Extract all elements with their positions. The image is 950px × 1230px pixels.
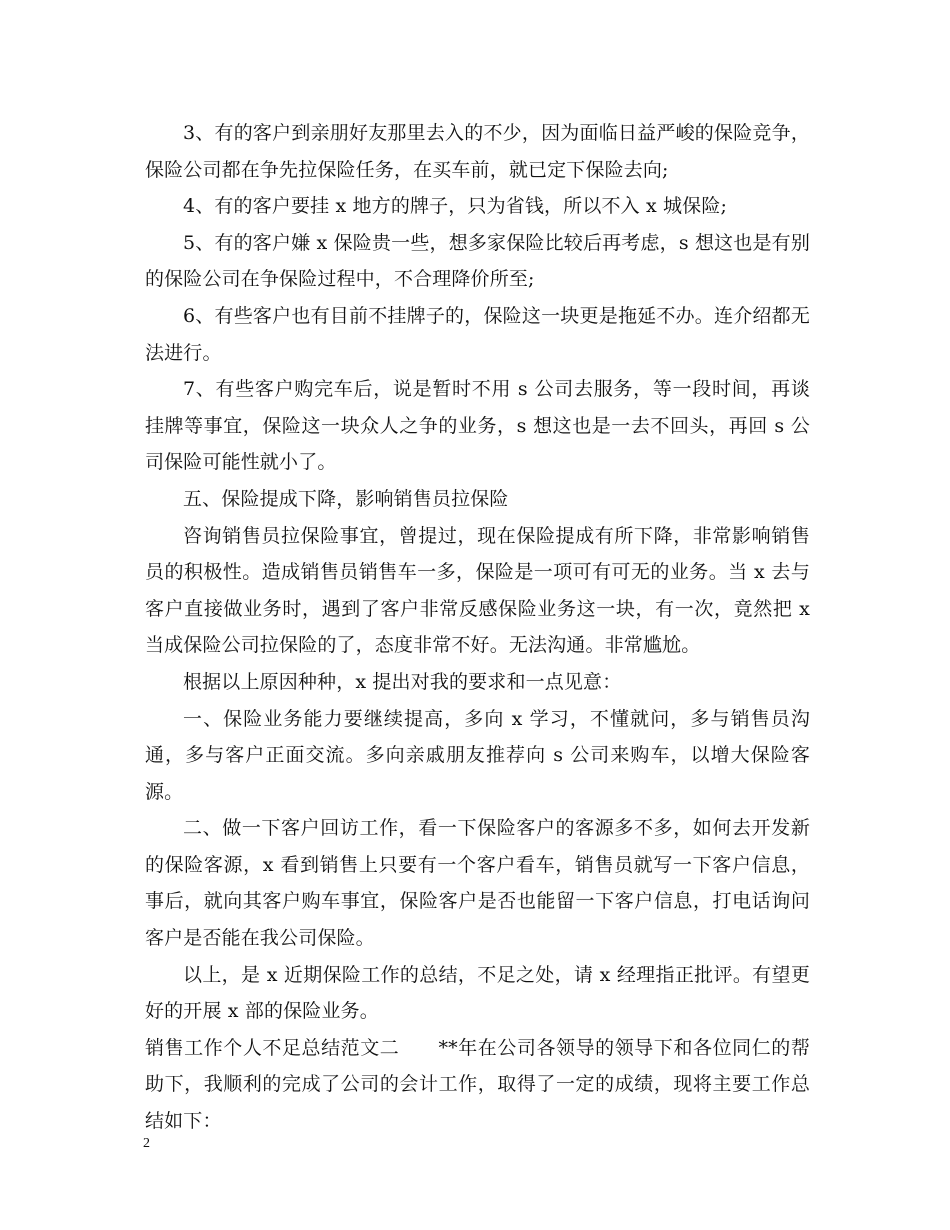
paragraph-sample-two: 销售工作个人不足总结范文二 **年在公司各领导的领导下和各位同仁的帮助下，我顺利的完成了公司的会计工作，取得了一定的成绩，现将主要工作总结如下：	[145, 1036, 810, 1133]
paragraph-item-3: 3、有的客户到亲朋好友那里去入的不少，因为面临日益严峻的保险竞争，保险公司都在争先拉保险任务，在买车前，就已定下保险去向;	[145, 122, 810, 181]
paragraph-requirements-intro: 根据以上原因种种，x 提出对我的要求和一点见意：	[183, 670, 622, 693]
paragraph-conclusion: 以上，是 x 近期保险工作的总结，不足之处，请 x 经理指正批评。有望更好的开展 x 部的保险业务。	[145, 963, 810, 1023]
section-heading-five: 五、保险提成下降，影响销售员拉保险	[183, 487, 509, 510]
paragraph-item-4: 4、有的客户要挂 x 地方的牌子，只为省钱，所以不入 x 城保险;	[183, 195, 728, 218]
paragraph-item-7: 7、有些客户购完车后，说是暂时不用 s 公司去服务，等一段时间，再谈挂牌等事宜，保险这一块众人之争的业务，s 想这也是一去不回头，再回 s 公司保险可能性就小了。	[145, 378, 810, 474]
paragraph-commission: 咨询销售员拉保险事宜，曾提过，现在保险提成有所下降，非常影响销售员的积极性。造成销售员销售车一多，保险是一项可有可无的业务。当 x 去与客户直接做业务时，遇到了客户非常反感保险业务这一块，有一次，竟然把 x 当成保险公司拉保险的了，态度非常不好。无法沟通。非常尴尬。	[145, 524, 810, 657]
page-number: 2	[143, 1136, 150, 1151]
document-body	[145, 115, 810, 1140]
paragraph-item-6: 6、有些客户也有目前不挂牌子的，保险这一块更是拖延不办。连介绍都无法进行。	[145, 304, 810, 364]
paragraph-item-5: 5、有的客户嫌 x 保险贵一些，想多家保险比较后再考虑，s 想这也是有别的保险公司在争保险过程中，不合理降价所至;	[145, 231, 810, 291]
paragraph-requirement-two: 二、做一下客户回访工作，看一下保险客户的客源多不多，如何去开发新的保险客源，x 看到销售上只要有一个客户看车，销售员就写一下客户信息，事后，就向其客户购车事宜，保险客户是否也能留一下客户信息，打电话询问客户是否能在我公司保险。	[145, 817, 810, 950]
paragraph-requirement-one: 一、保险业务能力要继续提高，多向 x 学习，不懂就问，多与销售员沟通，多与客户正面交流。多向亲戚朋友推荐向 s 公司来购车，以增大保险客源。	[145, 707, 810, 803]
